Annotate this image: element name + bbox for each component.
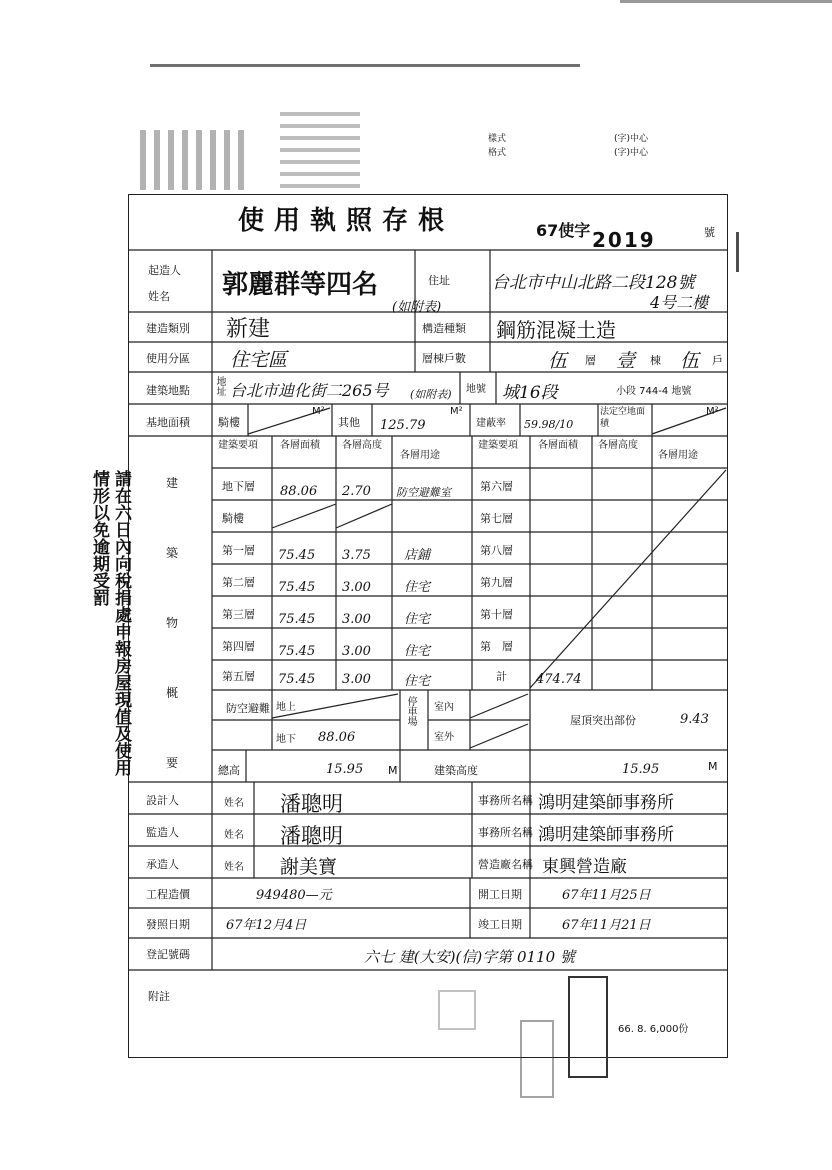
lot-section: 城16段 <box>502 383 558 403</box>
supervisor-office: 鴻明建築師事務所 <box>538 825 674 845</box>
floor-area: 75.45 <box>278 548 316 563</box>
floor-item: 第 層 <box>480 640 513 653</box>
category-label: 建造類別 <box>146 322 190 335</box>
col-use-right: 各層用途 <box>658 450 698 461</box>
contractor-firm: 東興營造廠 <box>542 857 627 877</box>
owner-address-line2: 4号二樓 <box>650 293 709 312</box>
floor-area: 75.45 <box>278 580 316 595</box>
start-date-label: 開工日期 <box>478 888 522 901</box>
shelter-below: 地下 <box>276 734 296 745</box>
owner-address-line1: 台北市中山北路二段128號 <box>492 273 695 293</box>
registration-value: 六七 建(大安)(信)字第 0110 號 <box>364 948 575 966</box>
floor-use: 住宅 <box>404 674 431 689</box>
done-date-label: 竣工日期 <box>478 918 522 931</box>
floor-item: 第一層 <box>222 544 255 557</box>
contractor-name: 謝美寶 <box>280 856 338 878</box>
floor-height: 3.00 <box>342 612 371 627</box>
floors-count: 伍 <box>548 350 568 372</box>
floor-area: 75.45 <box>278 672 316 687</box>
floor-height: 2.70 <box>342 484 371 499</box>
contractor-firm-label: 營造廠名稱 <box>478 858 533 871</box>
floor-item: 計 <box>496 670 507 683</box>
floor-use: 住宅 <box>404 644 431 659</box>
category-value: 新建 <box>226 317 271 342</box>
unit-m2-3: M² <box>706 406 719 417</box>
total-height-label: 總高 <box>218 764 240 777</box>
floor-item: 第三層 <box>222 608 255 621</box>
total-height: 15.95 <box>326 762 364 777</box>
faded-approval-stamp <box>520 1020 554 1098</box>
coverage-value: 59.98/10 <box>524 418 574 431</box>
floor-height: 3.00 <box>342 672 371 687</box>
col-height-right: 各層高度 <box>598 440 638 451</box>
structure-label: 構造種類 <box>422 322 466 335</box>
lot-subsection: 小段 744-4 地號 <box>616 386 692 397</box>
height-unit-1: M <box>388 764 398 777</box>
permit-prefix: 67使字 <box>536 221 591 240</box>
parking-indoor: 室內 <box>434 702 454 713</box>
lot-label: 地號 <box>466 384 486 395</box>
print-note: 66. 8. 6,000份 <box>618 1024 689 1035</box>
other-value: 125.79 <box>380 418 426 433</box>
owner-role-label: 起造人 <box>148 264 181 277</box>
designer-office-label: 事務所名稱 <box>478 794 533 807</box>
site-area-label: 基地面積 <box>146 416 190 429</box>
col-height-left: 各層高度 <box>342 440 382 451</box>
floor-use: 店鋪 <box>404 548 431 563</box>
floor-use: 住宅 <box>404 580 431 595</box>
buildings-unit: 棟 <box>650 354 661 367</box>
top-right-notes: 樣式 格式 <box>488 134 507 158</box>
registration-label: 登記號碼 <box>146 948 190 961</box>
households-count: 伍 <box>680 350 700 372</box>
floor-item: 第五層 <box>222 670 255 683</box>
designer-office: 鴻明建築師事務所 <box>538 793 674 813</box>
owner-address-label: 住址 <box>428 274 450 287</box>
other-label: 其他 <box>338 416 360 429</box>
designer-name: 潘聰明 <box>280 792 343 816</box>
start-date: 67年11月25日 <box>562 888 651 903</box>
height-unit-2: M <box>708 760 718 773</box>
cost-value: 949480—元 <box>256 888 332 903</box>
col-item-left: 建築要項 <box>218 440 258 451</box>
issue-date: 67年12月4日 <box>226 918 307 933</box>
building-height: 15.95 <box>622 762 660 777</box>
contractor-name-label: 姓名 <box>224 862 244 873</box>
roof-label: 屋頂突出部份 <box>570 714 636 727</box>
legal-open-space-label: 法定空地面積 <box>600 407 646 429</box>
owner-name-label: 姓名 <box>148 290 170 303</box>
floor-item: 第十層 <box>480 608 513 621</box>
floor-item: 第四層 <box>222 640 255 653</box>
floor-use: 住宅 <box>404 612 431 627</box>
shelter-below-value: 88.06 <box>318 730 356 745</box>
location-label: 建築地點 <box>146 384 190 397</box>
shelter-label: 防空避難 <box>226 702 270 715</box>
building-summary-side-label: 建 築 物 概 要 <box>166 476 179 770</box>
floor-area: 75.45 <box>278 612 316 627</box>
coverage-label: 建蔽率 <box>476 418 506 429</box>
scan-artifact <box>736 232 759 272</box>
floor-height: 3.00 <box>342 580 371 595</box>
parking-outdoor: 室外 <box>434 732 454 743</box>
zoning-value: 住宅區 <box>230 349 288 371</box>
units-label: 層棟戶數 <box>422 352 466 365</box>
building-height-label: 建築高度 <box>434 764 478 777</box>
floor-item: 第九層 <box>480 576 513 589</box>
zoning-label: 使用分區 <box>146 352 190 365</box>
location-address-note: (如附表) <box>410 388 452 401</box>
floor-height: 3.00 <box>342 644 371 659</box>
col-use-left: 各層用途 <box>400 450 440 461</box>
approval-stamp <box>568 976 608 1078</box>
supervisor-name: 潘聰明 <box>280 824 343 848</box>
floor-use: 防空避難室 <box>396 486 451 499</box>
shelter-above: 地上 <box>276 702 296 713</box>
floor-item: 騎樓 <box>222 512 244 525</box>
contractor-label: 承造人 <box>146 858 179 871</box>
roof-value: 9.43 <box>680 712 709 727</box>
col-area-left: 各層面積 <box>280 440 320 451</box>
tax-notice: 請在六日內向稅捐處申報房屋現值及使用情形以免逾期受罰 <box>89 470 131 776</box>
floor-item: 第八層 <box>480 544 513 557</box>
supervisor-name-label: 姓名 <box>224 830 244 841</box>
owner-name: 郭麗群等四名 <box>222 270 379 300</box>
supervisor-office-label: 事務所名稱 <box>478 826 533 839</box>
designer-name-label: 姓名 <box>224 798 244 809</box>
floor-area: 75.45 <box>278 644 316 659</box>
permit-suffix: 號 <box>704 226 715 239</box>
arcade-label: 騎樓 <box>218 416 240 429</box>
floor-item: 第六層 <box>480 480 513 493</box>
owner-name-note: (如附表) <box>392 300 442 315</box>
floor-item: 地下層 <box>222 480 255 493</box>
unit-m2: M² <box>312 406 325 417</box>
issue-date-label: 發照日期 <box>146 918 190 931</box>
col-area-right: 各層面積 <box>538 440 578 451</box>
cost-label: 工程造價 <box>146 888 190 901</box>
col-item-right: 建築要項 <box>478 440 518 451</box>
floors-unit: 層 <box>585 354 596 367</box>
done-date: 67年11月21日 <box>562 918 651 933</box>
floor-height: 3.75 <box>342 548 371 563</box>
remarks-label: 附註 <box>148 990 170 1003</box>
households-unit: 戶 <box>712 354 723 367</box>
floor-item: 第二層 <box>222 576 255 589</box>
unit-m2-2: M² <box>450 406 463 417</box>
structure-value: 鋼筋混凝土造 <box>496 318 616 342</box>
permit-number: 2019 <box>592 228 656 252</box>
supervisor-label: 監造人 <box>146 826 179 839</box>
page-title: 使用執照存根 <box>238 206 455 236</box>
floor-area: 88.06 <box>280 484 318 499</box>
designer-label: 設計人 <box>146 794 179 807</box>
location-address: 台北市迪化街二265号 <box>230 381 389 400</box>
parking-label: 停車場 <box>405 696 416 726</box>
total-area: 474.74 <box>536 672 582 687</box>
buildings-count: 壹 <box>616 350 636 372</box>
location-addr-label: 地址 <box>214 376 225 396</box>
floor-item: 第七層 <box>480 512 513 525</box>
faded-seal <box>438 990 476 1030</box>
top-right-notes-2: (字)中心 (字)中心 <box>614 134 649 158</box>
